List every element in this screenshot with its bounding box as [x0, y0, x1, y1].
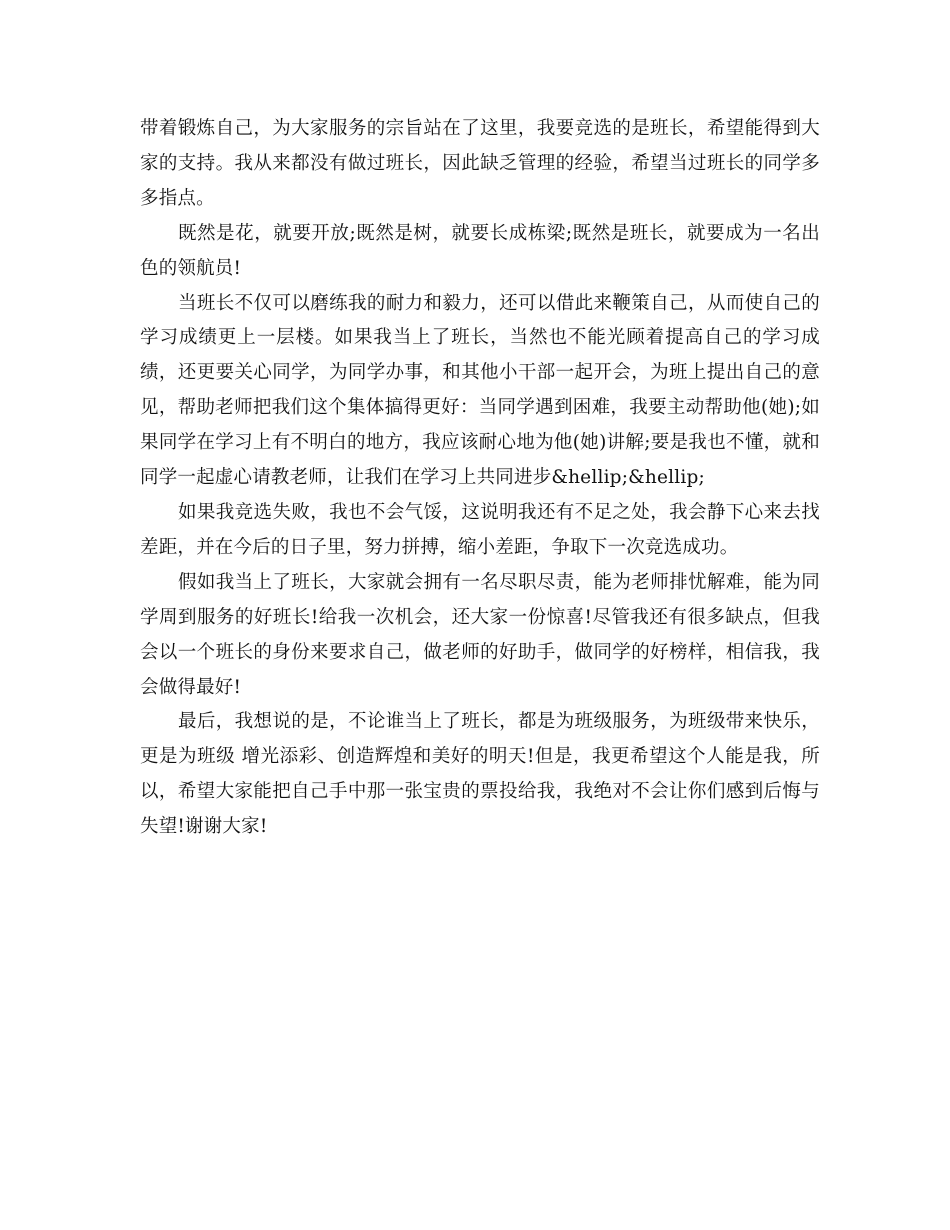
paragraph-6: 最后，我想说的是，不论谁当上了班长，都是为班级服务，为班级带来快乐，更是为班级 增光添彩、创造辉煌和美好的明天!但是，我更希望这个人能是我，所以，希望大家能把自己手中那一张宝贵的票投给我，我绝对不会让你们感到后悔与失望!谢谢大家!	[140, 711, 820, 838]
paragraph-5: 假如我当上了班长，大家就会拥有一名尽职尽责，能为老师排忧解难，能为同学周到服务的好班长!给我一次机会，还大家一份惊喜!尽管我还有很多缺点，但我会以一个班长的身份来要求自己，做老师的好助手，做同学的好榜样，相信我，我会做得最好!	[140, 571, 820, 698]
paragraph-3: 当班长不仅可以磨练我的耐力和毅力，还可以借此来鞭策自己，从而使自己的学习成绩更上一层楼。如果我当上了班长，当然也不能光顾着提高自己的学习成绩，还更要关心同学，为同学办事，和其他小干部一起开会，为班上提出自己的意见，帮助老师把我们这个集体搞得更好：当同学遇到困难，我要主动帮助他(她);如果同学在学习上有不明白的地方，我应该耐心地为他(她)讲解;要是我也不懂，就和同学一起虚心请教老师，让我们在学习上共同进步&hellip;&hellip;	[140, 292, 820, 489]
paragraph-2: 既然是花，就要开放;既然是树，就要长成栋梁;既然是班长，就要成为一名出色的领航员!	[140, 222, 820, 279]
document-body	[140, 112, 820, 845]
paragraph-4: 如果我竞选失败，我也不会气馁，这说明我还有不足之处，我会静下心来去找差距，并在今后的日子里，努力拼搏，缩小差距，争取下一次竞选成功。	[140, 501, 820, 558]
paragraph-1: 带着锻炼自己，为大家服务的宗旨站在了这里，我要竞选的是班长，希望能得到大家的支持。我从来都没有做过班长，因此缺乏管理的经验，希望当过班长的同学多多指点。	[140, 118, 820, 209]
